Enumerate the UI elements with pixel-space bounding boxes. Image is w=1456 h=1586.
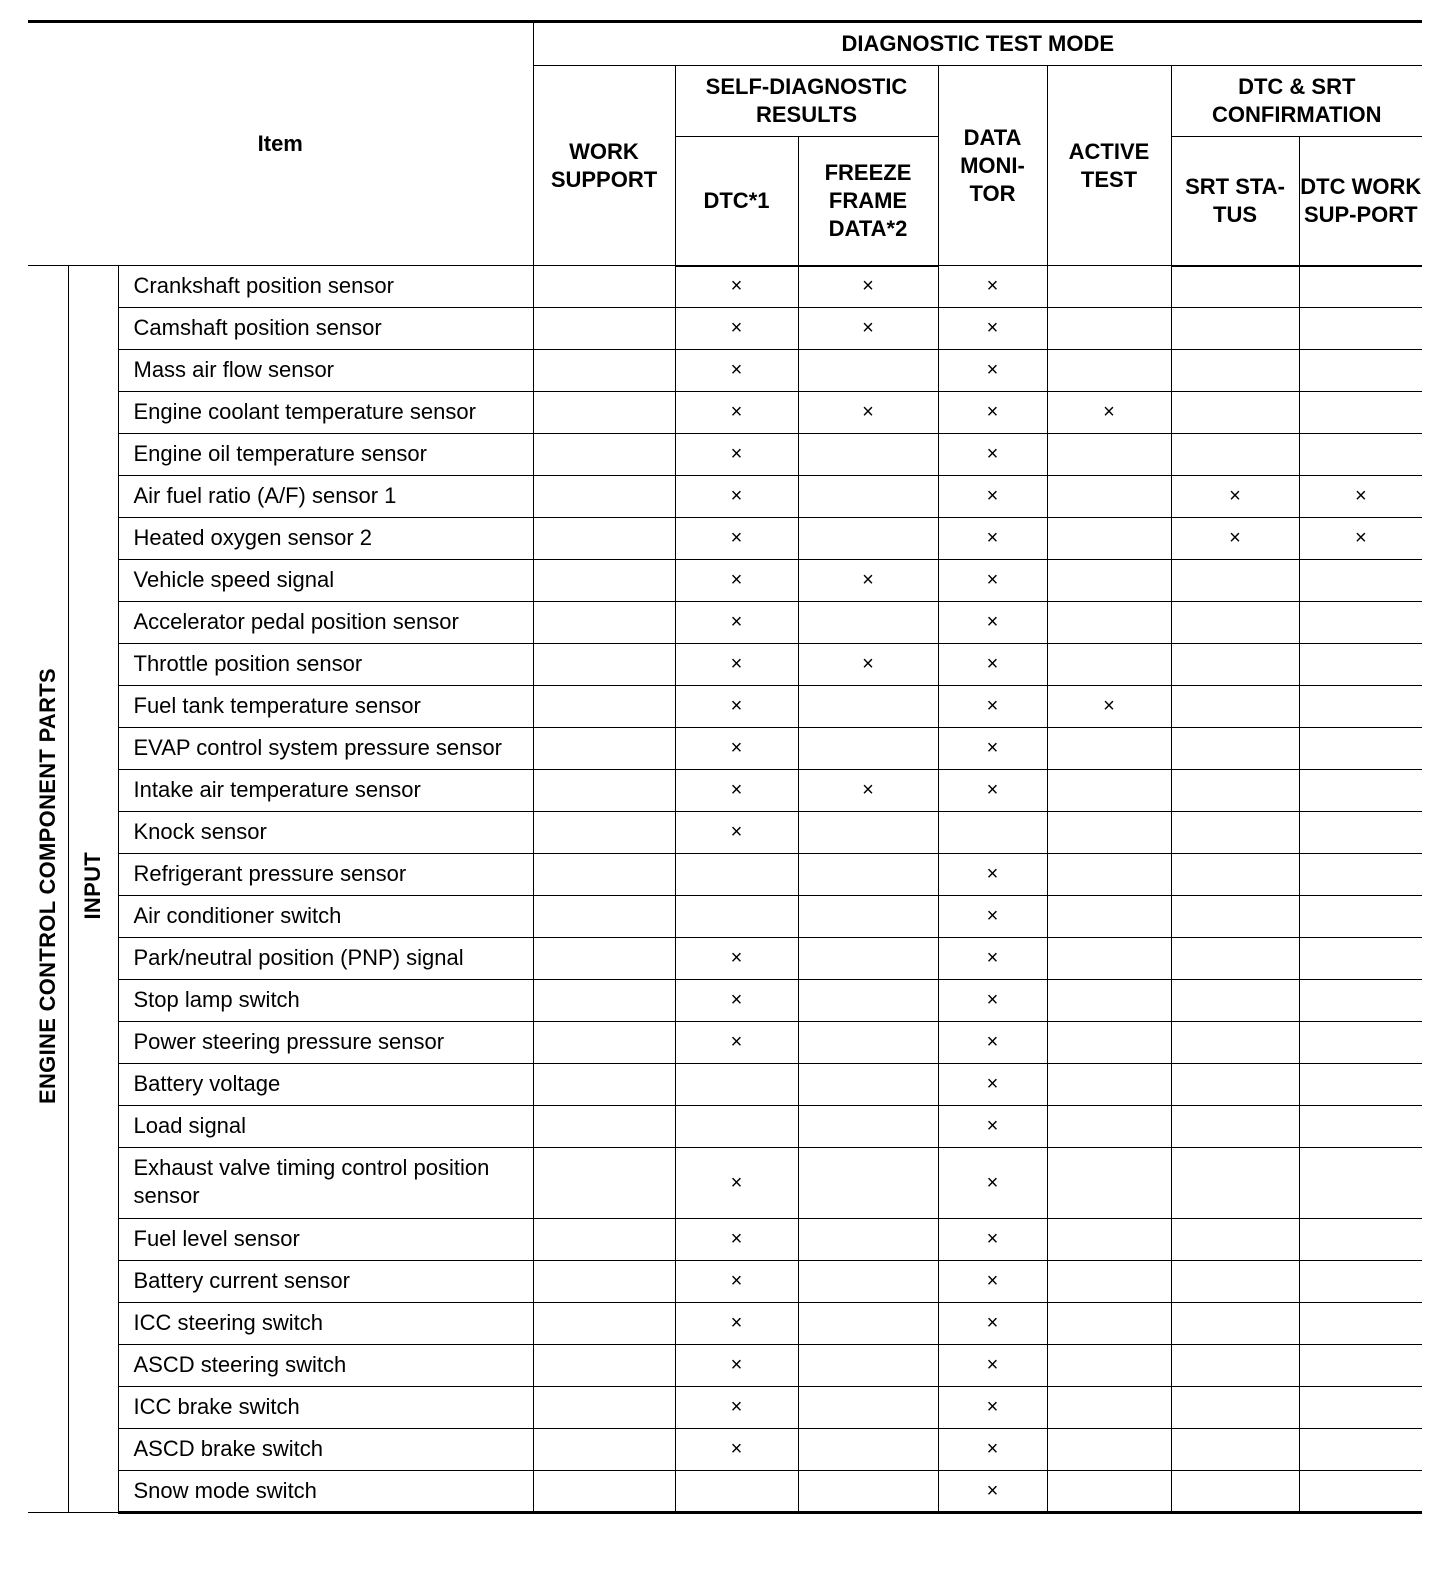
dtc-mark-cell: ×	[675, 1261, 798, 1303]
table-row	[28, 1148, 1422, 1219]
dtc-work-support-mark-cell	[1299, 1064, 1422, 1106]
table-row	[28, 350, 1422, 392]
active-test-mark-cell	[1047, 1106, 1171, 1148]
freeze-frame-data-mark-cell	[798, 1429, 938, 1471]
subgroup-label: INPUT	[80, 852, 105, 920]
item-name-cell: Engine oil temperature sensor	[118, 434, 533, 476]
dtc-mark-cell: ×	[675, 602, 798, 644]
dtc-work-support-mark-cell	[1299, 1022, 1422, 1064]
freeze-frame-data-mark-cell	[798, 1345, 938, 1387]
dtc-mark-cell: ×	[675, 728, 798, 770]
dtc-work-support-mark-cell	[1299, 728, 1422, 770]
dtc-work-support-mark-cell	[1299, 686, 1422, 728]
dtc-work-support-mark-cell: ×	[1299, 518, 1422, 560]
dtc-mark-cell	[675, 854, 798, 896]
data-monitor-mark-cell: ×	[938, 308, 1047, 350]
dtc-work-support-mark-cell	[1299, 644, 1422, 686]
table-row	[28, 644, 1422, 686]
item-name-cell: Engine coolant temperature sensor	[118, 392, 533, 434]
dtc-work-support-mark-cell	[1299, 308, 1422, 350]
dtc-mark-cell: ×	[675, 392, 798, 434]
freeze-frame-data-mark-cell: ×	[798, 770, 938, 812]
data-monitor-mark-cell: ×	[938, 518, 1047, 560]
dtc-work-support-mark-cell	[1299, 980, 1422, 1022]
table-row	[28, 392, 1422, 434]
item-name-cell: Stop lamp switch	[118, 980, 533, 1022]
data-monitor-mark-cell: ×	[938, 1387, 1047, 1429]
table-row	[28, 476, 1422, 518]
dtc-mark-cell: ×	[675, 1148, 798, 1219]
freeze-frame-data-mark-cell	[798, 980, 938, 1022]
table-row	[28, 308, 1422, 350]
freeze-frame-data-mark-cell: ×	[798, 392, 938, 434]
data-monitor-mark-cell: ×	[938, 1219, 1047, 1261]
data-monitor-mark-cell: ×	[938, 854, 1047, 896]
table-row	[28, 560, 1422, 602]
dtc-work-support-mark-cell	[1299, 560, 1422, 602]
dtc-mark-cell: ×	[675, 686, 798, 728]
work-support-mark-cell	[533, 770, 675, 812]
active-test-mark-cell	[1047, 1429, 1171, 1471]
srt-status-mark-cell	[1171, 1261, 1299, 1303]
work-support-mark-cell	[533, 854, 675, 896]
table-row	[28, 938, 1422, 980]
data-monitor-header: DATA MONI-TOR	[938, 66, 1047, 266]
work-support-mark-cell	[533, 476, 675, 518]
dtc-work-support-mark-cell	[1299, 266, 1422, 308]
data-monitor-mark-cell: ×	[938, 770, 1047, 812]
dtc-mark-cell: ×	[675, 644, 798, 686]
item-name-cell: Intake air temperature sensor	[118, 770, 533, 812]
dtc-work-support-mark-cell	[1299, 1106, 1422, 1148]
table-row	[28, 434, 1422, 476]
table-row	[28, 1106, 1422, 1148]
freeze-frame-data-header: FREEZE FRAME DATA*2	[798, 137, 938, 266]
srt-status-header: SRT STA-TUS	[1171, 137, 1299, 266]
dtc-work-support-mark-cell	[1299, 770, 1422, 812]
group-label-cell	[28, 266, 68, 1513]
data-monitor-mark-cell: ×	[938, 1106, 1047, 1148]
dtc-mark-cell	[675, 1064, 798, 1106]
work-support-mark-cell	[533, 980, 675, 1022]
freeze-frame-data-mark-cell	[798, 350, 938, 392]
table-row	[28, 518, 1422, 560]
srt-status-mark-cell	[1171, 1064, 1299, 1106]
data-monitor-mark-cell: ×	[938, 1148, 1047, 1219]
group-label: ENGINE CONTROL COMPONENT PARTS	[34, 668, 60, 1104]
active-test-mark-cell	[1047, 1261, 1171, 1303]
active-test-mark-cell	[1047, 518, 1171, 560]
active-test-mark-cell: ×	[1047, 686, 1171, 728]
table-row	[28, 1471, 1422, 1513]
dtc-mark-cell	[675, 896, 798, 938]
table-row	[28, 1429, 1422, 1471]
data-monitor-mark-cell: ×	[938, 980, 1047, 1022]
item-name-cell: Throttle position sensor	[118, 644, 533, 686]
table-row	[28, 1261, 1422, 1303]
work-support-mark-cell	[533, 1303, 675, 1345]
data-monitor-mark-cell: ×	[938, 686, 1047, 728]
dtc-mark-cell: ×	[675, 434, 798, 476]
active-test-mark-cell	[1047, 1387, 1171, 1429]
work-support-mark-cell	[533, 392, 675, 434]
freeze-frame-data-mark-cell	[798, 896, 938, 938]
work-support-mark-cell	[533, 938, 675, 980]
dtc-mark-cell: ×	[675, 1022, 798, 1064]
work-support-mark-cell	[533, 896, 675, 938]
work-support-mark-cell	[533, 350, 675, 392]
data-monitor-mark-cell: ×	[938, 392, 1047, 434]
active-test-mark-cell	[1047, 770, 1171, 812]
work-support-mark-cell	[533, 812, 675, 854]
table-row	[28, 1303, 1422, 1345]
table-row	[28, 1022, 1422, 1064]
work-support-mark-cell	[533, 1064, 675, 1106]
active-test-mark-cell	[1047, 1303, 1171, 1345]
active-test-mark-cell	[1047, 980, 1171, 1022]
data-monitor-mark-cell: ×	[938, 350, 1047, 392]
dtc-srt-confirmation-header: DTC & SRT CONFIRMATION	[1171, 66, 1422, 137]
srt-status-mark-cell	[1171, 770, 1299, 812]
table-row	[28, 1219, 1422, 1261]
table-row	[28, 686, 1422, 728]
srt-status-mark-cell	[1171, 1303, 1299, 1345]
item-name-cell: Refrigerant pressure sensor	[118, 854, 533, 896]
active-test-mark-cell	[1047, 308, 1171, 350]
table-row	[28, 812, 1422, 854]
data-monitor-mark-cell: ×	[938, 1471, 1047, 1513]
srt-status-mark-cell	[1171, 938, 1299, 980]
work-support-mark-cell	[533, 1148, 675, 1219]
dtc-work-support-mark-cell	[1299, 392, 1422, 434]
data-monitor-mark-cell: ×	[938, 644, 1047, 686]
diagnostic-test-mode-table	[28, 20, 1422, 1514]
active-test-mark-cell	[1047, 434, 1171, 476]
data-monitor-mark-cell: ×	[938, 728, 1047, 770]
dtc-work-support-mark-cell	[1299, 434, 1422, 476]
table-row	[28, 728, 1422, 770]
table-row	[28, 1345, 1422, 1387]
item-name-cell: Fuel level sensor	[118, 1219, 533, 1261]
dtc-mark-cell: ×	[675, 560, 798, 602]
item-name-cell: ASCD brake switch	[118, 1429, 533, 1471]
active-test-mark-cell	[1047, 476, 1171, 518]
work-support-mark-cell	[533, 644, 675, 686]
self-diagnostic-results-header: SELF-DIAGNOSTIC RESULTS	[675, 66, 938, 137]
work-support-mark-cell	[533, 1345, 675, 1387]
active-test-mark-cell	[1047, 1064, 1171, 1106]
active-test-mark-cell	[1047, 266, 1171, 308]
srt-status-mark-cell	[1171, 644, 1299, 686]
freeze-frame-data-mark-cell	[798, 854, 938, 896]
freeze-frame-data-mark-cell	[798, 1471, 938, 1513]
item-name-cell: Fuel tank temperature sensor	[118, 686, 533, 728]
freeze-frame-data-mark-cell	[798, 1303, 938, 1345]
active-test-mark-cell	[1047, 560, 1171, 602]
active-test-mark-cell	[1047, 602, 1171, 644]
srt-status-mark-cell	[1171, 434, 1299, 476]
diagnostic-test-mode-header: DIAGNOSTIC TEST MODE	[533, 22, 1422, 66]
active-test-mark-cell	[1047, 812, 1171, 854]
item-name-cell: Battery current sensor	[118, 1261, 533, 1303]
work-support-mark-cell	[533, 1471, 675, 1513]
data-monitor-mark-cell: ×	[938, 266, 1047, 308]
dtc-work-support-mark-cell: ×	[1299, 476, 1422, 518]
data-monitor-mark-cell	[938, 812, 1047, 854]
dtc-work-support-mark-cell	[1299, 1471, 1422, 1513]
work-support-mark-cell	[533, 266, 675, 308]
freeze-frame-data-mark-cell	[798, 602, 938, 644]
table-row	[28, 770, 1422, 812]
active-test-mark-cell	[1047, 896, 1171, 938]
dtc-mark-cell: ×	[675, 1303, 798, 1345]
srt-status-mark-cell	[1171, 1345, 1299, 1387]
dtc-mark-cell: ×	[675, 938, 798, 980]
table-row	[28, 602, 1422, 644]
active-test-mark-cell	[1047, 1345, 1171, 1387]
srt-status-mark-cell	[1171, 1429, 1299, 1471]
item-name-cell: Air conditioner switch	[118, 896, 533, 938]
table-row	[28, 266, 1422, 308]
active-test-mark-cell	[1047, 854, 1171, 896]
work-support-mark-cell	[533, 308, 675, 350]
dtc-work-support-header: DTC WORK SUP-PORT	[1299, 137, 1422, 266]
work-support-mark-cell	[533, 1106, 675, 1148]
freeze-frame-data-mark-cell	[798, 686, 938, 728]
dtc-work-support-mark-cell	[1299, 602, 1422, 644]
work-support-header: WORK SUPPORT	[533, 66, 675, 266]
dtc-mark-cell: ×	[675, 1387, 798, 1429]
dtc-mark-cell: ×	[675, 266, 798, 308]
data-monitor-mark-cell: ×	[938, 602, 1047, 644]
dtc-work-support-mark-cell	[1299, 812, 1422, 854]
srt-status-mark-cell	[1171, 308, 1299, 350]
dtc-header: DTC*1	[675, 137, 798, 266]
dtc-work-support-mark-cell	[1299, 854, 1422, 896]
table-body	[28, 266, 1422, 1513]
freeze-frame-data-mark-cell	[798, 518, 938, 560]
subgroup-label-cell	[68, 266, 118, 1513]
freeze-frame-data-mark-cell	[798, 1261, 938, 1303]
item-name-cell: EVAP control system pressure sensor	[118, 728, 533, 770]
item-column-header: Item	[28, 22, 533, 266]
dtc-mark-cell: ×	[675, 980, 798, 1022]
item-name-cell: Exhaust valve timing control position sensor	[118, 1148, 533, 1219]
item-name-cell: Accelerator pedal position sensor	[118, 602, 533, 644]
active-test-mark-cell	[1047, 728, 1171, 770]
table-row	[28, 854, 1422, 896]
table-row	[28, 1064, 1422, 1106]
dtc-mark-cell	[675, 1106, 798, 1148]
dtc-work-support-mark-cell	[1299, 1303, 1422, 1345]
freeze-frame-data-mark-cell	[798, 1064, 938, 1106]
data-monitor-mark-cell: ×	[938, 1261, 1047, 1303]
item-name-cell: Vehicle speed signal	[118, 560, 533, 602]
dtc-work-support-mark-cell	[1299, 938, 1422, 980]
active-test-mark-cell	[1047, 350, 1171, 392]
srt-status-mark-cell: ×	[1171, 476, 1299, 518]
data-monitor-mark-cell: ×	[938, 1345, 1047, 1387]
dtc-mark-cell: ×	[675, 812, 798, 854]
srt-status-mark-cell	[1171, 1219, 1299, 1261]
active-test-mark-cell	[1047, 1219, 1171, 1261]
freeze-frame-data-mark-cell	[798, 938, 938, 980]
dtc-work-support-mark-cell	[1299, 1148, 1422, 1219]
dtc-work-support-mark-cell	[1299, 1345, 1422, 1387]
work-support-mark-cell	[533, 686, 675, 728]
freeze-frame-data-mark-cell: ×	[798, 266, 938, 308]
item-name-cell: Air fuel ratio (A/F) sensor 1	[118, 476, 533, 518]
data-monitor-mark-cell: ×	[938, 1429, 1047, 1471]
srt-status-mark-cell	[1171, 1471, 1299, 1513]
srt-status-mark-cell	[1171, 980, 1299, 1022]
item-name-cell: Mass air flow sensor	[118, 350, 533, 392]
table-row	[28, 1387, 1422, 1429]
dtc-mark-cell: ×	[675, 1429, 798, 1471]
work-support-mark-cell	[533, 1022, 675, 1064]
freeze-frame-data-mark-cell: ×	[798, 644, 938, 686]
item-name-cell: ICC brake switch	[118, 1387, 533, 1429]
data-monitor-mark-cell: ×	[938, 476, 1047, 518]
data-monitor-mark-cell: ×	[938, 1022, 1047, 1064]
srt-status-mark-cell	[1171, 1106, 1299, 1148]
freeze-frame-data-mark-cell	[798, 1219, 938, 1261]
item-name-cell: Heated oxygen sensor 2	[118, 518, 533, 560]
srt-status-mark-cell	[1171, 560, 1299, 602]
item-name-cell: Knock sensor	[118, 812, 533, 854]
item-name-cell: Snow mode switch	[118, 1471, 533, 1513]
item-name-cell: Load signal	[118, 1106, 533, 1148]
dtc-mark-cell: ×	[675, 350, 798, 392]
freeze-frame-data-mark-cell: ×	[798, 308, 938, 350]
freeze-frame-data-mark-cell	[798, 434, 938, 476]
dtc-work-support-mark-cell	[1299, 896, 1422, 938]
dtc-work-support-mark-cell	[1299, 1429, 1422, 1471]
item-name-cell: Park/neutral position (PNP) signal	[118, 938, 533, 980]
item-name-cell: ICC steering switch	[118, 1303, 533, 1345]
dtc-mark-cell	[675, 1471, 798, 1513]
work-support-mark-cell	[533, 518, 675, 560]
srt-status-mark-cell: ×	[1171, 518, 1299, 560]
active-test-header: ACTIVE TEST	[1047, 66, 1171, 266]
srt-status-mark-cell	[1171, 1387, 1299, 1429]
dtc-work-support-mark-cell	[1299, 1219, 1422, 1261]
item-name-cell: Camshaft position sensor	[118, 308, 533, 350]
srt-status-mark-cell	[1171, 812, 1299, 854]
srt-status-mark-cell	[1171, 266, 1299, 308]
diagnostic-test-mode-table-container	[28, 20, 1422, 1514]
item-name-cell: ASCD steering switch	[118, 1345, 533, 1387]
dtc-work-support-mark-cell	[1299, 1387, 1422, 1429]
dtc-mark-cell: ×	[675, 770, 798, 812]
srt-status-mark-cell	[1171, 896, 1299, 938]
table-row	[28, 980, 1422, 1022]
freeze-frame-data-mark-cell	[798, 1387, 938, 1429]
dtc-mark-cell: ×	[675, 518, 798, 560]
work-support-mark-cell	[533, 728, 675, 770]
srt-status-mark-cell	[1171, 1022, 1299, 1064]
work-support-mark-cell	[533, 1429, 675, 1471]
data-monitor-mark-cell: ×	[938, 1064, 1047, 1106]
active-test-mark-cell: ×	[1047, 392, 1171, 434]
item-name-cell: Battery voltage	[118, 1064, 533, 1106]
freeze-frame-data-mark-cell	[798, 1106, 938, 1148]
srt-status-mark-cell	[1171, 686, 1299, 728]
data-monitor-mark-cell: ×	[938, 938, 1047, 980]
dtc-mark-cell: ×	[675, 1345, 798, 1387]
data-monitor-mark-cell: ×	[938, 1303, 1047, 1345]
srt-status-mark-cell	[1171, 728, 1299, 770]
data-monitor-mark-cell: ×	[938, 896, 1047, 938]
srt-status-mark-cell	[1171, 854, 1299, 896]
srt-status-mark-cell	[1171, 1148, 1299, 1219]
freeze-frame-data-mark-cell	[798, 728, 938, 770]
freeze-frame-data-mark-cell	[798, 476, 938, 518]
work-support-mark-cell	[533, 560, 675, 602]
dtc-work-support-mark-cell	[1299, 1261, 1422, 1303]
freeze-frame-data-mark-cell	[798, 1148, 938, 1219]
active-test-mark-cell	[1047, 644, 1171, 686]
active-test-mark-cell	[1047, 1471, 1171, 1513]
freeze-frame-data-mark-cell	[798, 812, 938, 854]
srt-status-mark-cell	[1171, 350, 1299, 392]
work-support-mark-cell	[533, 1387, 675, 1429]
dtc-mark-cell: ×	[675, 308, 798, 350]
active-test-mark-cell	[1047, 1022, 1171, 1064]
work-support-mark-cell	[533, 434, 675, 476]
item-name-cell: Power steering pressure sensor	[118, 1022, 533, 1064]
dtc-mark-cell: ×	[675, 1219, 798, 1261]
freeze-frame-data-mark-cell	[798, 1022, 938, 1064]
table-row	[28, 896, 1422, 938]
active-test-mark-cell	[1047, 938, 1171, 980]
dtc-mark-cell: ×	[675, 476, 798, 518]
data-monitor-mark-cell: ×	[938, 560, 1047, 602]
item-name-cell: Crankshaft position sensor	[118, 266, 533, 308]
data-monitor-mark-cell: ×	[938, 434, 1047, 476]
work-support-mark-cell	[533, 1261, 675, 1303]
active-test-mark-cell	[1047, 1148, 1171, 1219]
srt-status-mark-cell	[1171, 392, 1299, 434]
freeze-frame-data-mark-cell: ×	[798, 560, 938, 602]
srt-status-mark-cell	[1171, 602, 1299, 644]
work-support-mark-cell	[533, 602, 675, 644]
dtc-work-support-mark-cell	[1299, 350, 1422, 392]
work-support-mark-cell	[533, 1219, 675, 1261]
